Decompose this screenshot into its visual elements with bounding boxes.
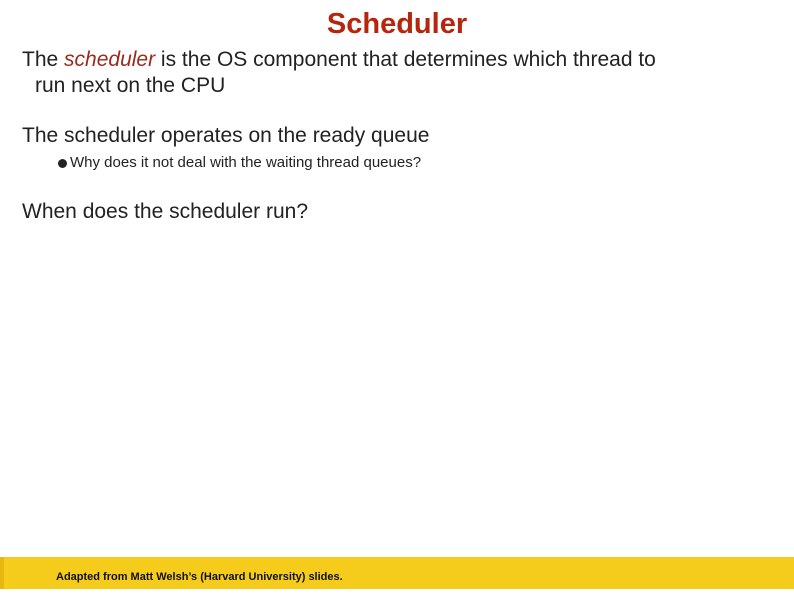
footer-bar-edge bbox=[0, 557, 4, 589]
sub-bullet-text: Why does it not deal with the waiting thread queues? bbox=[70, 154, 422, 171]
sub-bullet bbox=[58, 154, 421, 172]
definition-text-start: The bbox=[22, 48, 65, 71]
paragraph-when-run: When does the scheduler run? bbox=[22, 200, 309, 223]
definition-text-end: is the OS component that determines which thread to bbox=[155, 48, 656, 71]
bullet-dot-icon bbox=[58, 159, 67, 168]
scheduler-term: scheduler bbox=[64, 48, 156, 71]
slide-title: Scheduler bbox=[326, 8, 468, 40]
footer-credit: Adapted from Matt Welsh’s (Harvard University) slides. bbox=[56, 571, 343, 583]
paragraph-definition bbox=[22, 47, 762, 99]
paragraph-ready-queue: The scheduler operates on the ready queue bbox=[22, 124, 430, 147]
definition-text-line2: run next on the CPU bbox=[35, 74, 226, 97]
